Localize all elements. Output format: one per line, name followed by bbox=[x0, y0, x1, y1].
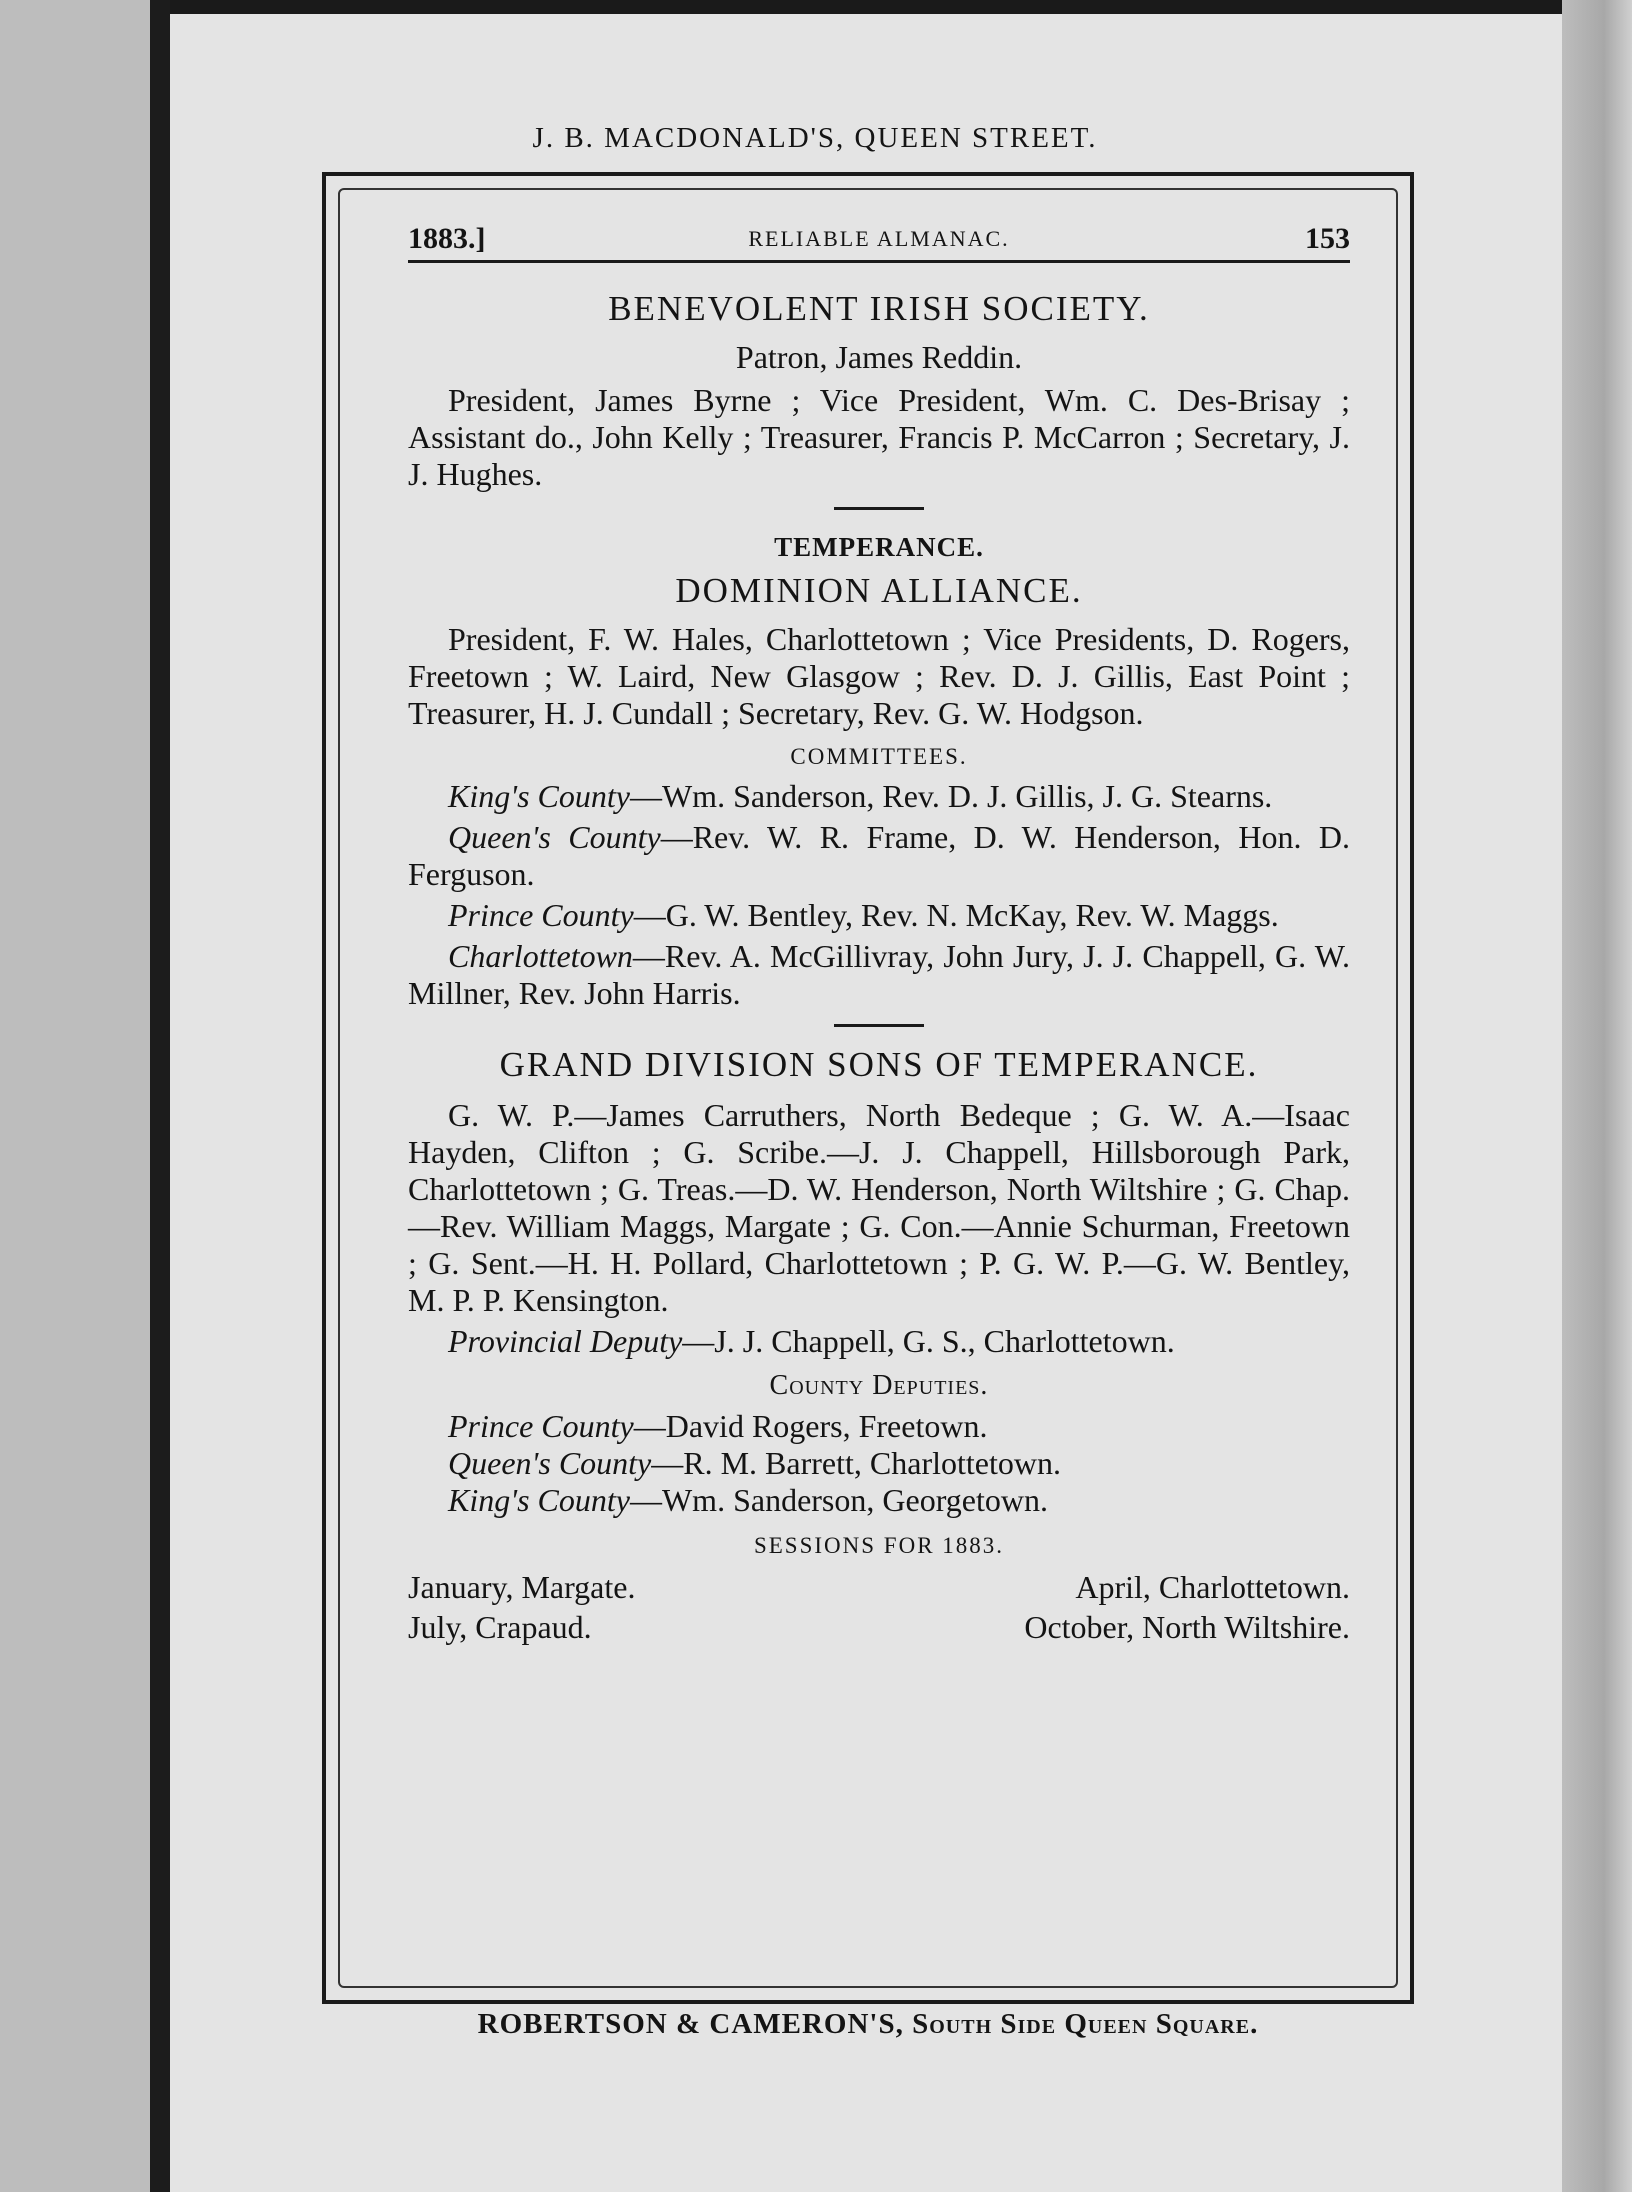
footer-ad-tail: South Side Queen Square. bbox=[912, 2008, 1259, 2040]
county-deputy bbox=[408, 1408, 1350, 1445]
committee-members: —Rev. A. McGillivray, John Jury, J. J. Chappell, G. W. Millner, Rev. John Harris. bbox=[408, 938, 1350, 1011]
running-head-title: RELIABLE ALMANAC. bbox=[748, 226, 1010, 251]
header-advertisement: J. B. MACDONALD'S, QUEEN STREET. bbox=[532, 122, 1098, 154]
page-edge bbox=[1562, 0, 1632, 2192]
sessions-row bbox=[408, 1567, 1350, 1607]
committee-members: —Wm. Sanderson, Rev. D. J. Gillis, J. G. Stearns. bbox=[629, 778, 1273, 814]
committee-county: Queen's County bbox=[448, 819, 661, 855]
committee-entry bbox=[408, 897, 1350, 934]
deputy-county: Queen's County bbox=[448, 1445, 652, 1481]
session-left: July, Crapaud. bbox=[408, 1609, 592, 1645]
committee-entry bbox=[408, 778, 1350, 815]
committee-entry bbox=[408, 938, 1350, 1012]
session-left: January, Margate. bbox=[408, 1569, 636, 1605]
deputy-county: King's County bbox=[448, 1482, 630, 1518]
deputy-name: —R. M. Barrett, Charlottetown. bbox=[651, 1445, 1061, 1481]
committee-members: —Rev. W. R. Frame, D. W. Henderson, Hon. D. Ferguson. bbox=[408, 819, 1351, 892]
committee-entry bbox=[408, 819, 1350, 893]
committee-county: Charlottetown bbox=[448, 938, 633, 974]
page-content bbox=[408, 216, 1350, 1647]
grand-division-title: GRAND DIVISION SONS OF TEMPERANCE. bbox=[499, 1045, 1259, 1084]
dominion-alliance-officers: President, F. W. Hales, Charlottetown ; Vice Presidents, D. Rogers, Freetown ; W. Laird, New Glasgow ; Rev. D. J. Gillis, East Point ; Treasurer, H. J. Cundall ; Secretary, Rev. G. W. Hodgson. bbox=[408, 621, 1350, 731]
dominion-alliance-title: DOMINION ALLIANCE. bbox=[675, 571, 1083, 610]
committees-heading: COMMITTEES. bbox=[790, 744, 968, 769]
book-gutter bbox=[150, 0, 170, 2192]
scan-top-edge bbox=[0, 0, 1632, 14]
session-right: October, North Wiltshire. bbox=[1024, 1609, 1350, 1645]
irish-society-patron: Patron, James Reddin. bbox=[735, 339, 1023, 375]
running-head bbox=[408, 216, 1350, 263]
page-frame bbox=[322, 172, 1414, 2004]
session-right: April, Charlottetown. bbox=[1075, 1569, 1350, 1605]
committee-members: —G. W. Bentley, Rev. N. McKay, Rev. W. Maggs. bbox=[633, 897, 1279, 933]
sessions-heading: SESSIONS FOR 1883. bbox=[753, 1533, 1005, 1558]
provincial-deputy-label: Provincial Deputy bbox=[448, 1323, 683, 1359]
temperance-heading: TEMPERANCE. bbox=[774, 532, 984, 562]
grand-division-officers: G. W. P.—James Carruthers, North Bedeque ; G. W. A.—Isaac Hayden, Clifton ; G. Scribe.—J. J. Chappell, Hillsborough Park, Charlottetown ; G. Treas.—D. W. Henderson, North Wiltshire ; G. Chap.—Rev. William Maggs, Margate ; G. Con.—Annie Schurman, Freetown ; G. Sent.—H. H. Pollard, Charlottetown ; P. G. W. P.—G. W. Bentley, M. P. P. Kensington. bbox=[408, 1097, 1350, 1318]
scan-left-margin bbox=[0, 0, 150, 2192]
county-deputy bbox=[408, 1482, 1350, 1519]
deputy-name: —Wm. Sanderson, Georgetown. bbox=[629, 1482, 1048, 1518]
county-deputies-heading: County Deputies. bbox=[769, 1370, 989, 1401]
committee-county: King's County bbox=[448, 778, 630, 814]
footer-advertisement bbox=[322, 2008, 1414, 2041]
deputy-county: Prince County bbox=[448, 1408, 634, 1444]
running-head-year: 1883.] bbox=[408, 222, 486, 255]
provincial-deputy bbox=[408, 1323, 1350, 1360]
irish-society-officers: President, James Byrne ; Vice President, Wm. C. Des-Brisay ; Assistant do., John Kelly ; Treasurer, Francis P. McCarron ; Secretary, J. J. Hughes. bbox=[408, 382, 1350, 492]
deputy-name: —David Rogers, Freetown. bbox=[633, 1408, 988, 1444]
footer-ad-lead: ROBERTSON & CAMERON'S, bbox=[477, 2008, 904, 2040]
provincial-deputy-value: —J. J. Chappell, G. S., Charlottetown. bbox=[682, 1323, 1175, 1359]
irish-society-title: BENEVOLENT IRISH SOCIETY. bbox=[608, 289, 1150, 328]
county-deputy bbox=[408, 1445, 1350, 1482]
committee-county: Prince County bbox=[448, 897, 634, 933]
sessions-row bbox=[408, 1607, 1350, 1647]
page-number: 153 bbox=[1305, 222, 1350, 255]
